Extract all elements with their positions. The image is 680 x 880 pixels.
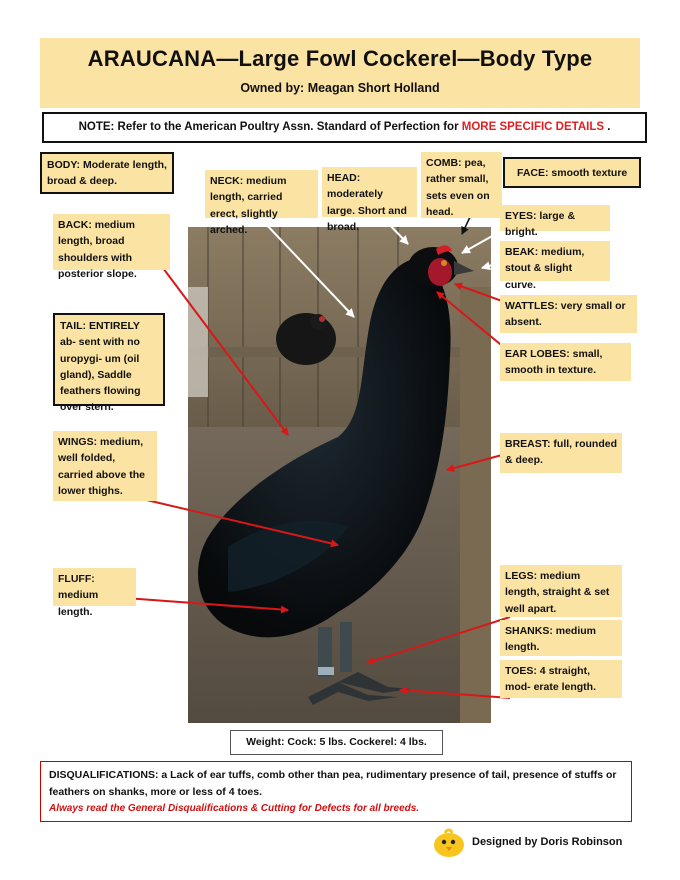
rooster-illustration — [188, 227, 491, 723]
label-head: HEAD: moderately large. Short and broad. — [322, 167, 417, 217]
note-prefix: NOTE: Refer to the American Poultry Assn. Standard of Perfection for — [78, 121, 462, 133]
rooster-photo — [188, 227, 491, 723]
note-suffix: . — [604, 121, 611, 133]
label-wings: WINGS: medium, well folded, carried above the lower thighs. — [53, 431, 157, 501]
label-toes: TOES: 4 straight, mod- erate length. — [500, 660, 622, 698]
label-beak: BEAK: medium, stout & slight curve. — [500, 241, 610, 281]
disqualifications-note: Always read the General Disqualifications & Cutting for Defects for all breeds. — [49, 802, 420, 814]
label-neck: NECK: medium length, carried erect, slightly arched. — [205, 170, 318, 218]
page-title: ARAUCANA—Large Fowl Cockerel—Body Type — [87, 46, 593, 71]
label-fluff: FLUFF: medium length. — [53, 568, 136, 606]
designer-credit: Designed by Doris Robinson — [472, 836, 623, 848]
label-shanks: SHANKS: medium length. — [500, 620, 622, 656]
note-highlight: MORE SPECIFIC DETAILS — [461, 121, 605, 133]
disqualifications-text: DISQUALIFICATIONS: a Lack of ear tuffs, comb other than pea, rudimentary presence of tail, presence of stuffs or feathers on shanks, more or less of 4 toes. — [49, 769, 617, 798]
chick-icon — [432, 828, 466, 858]
title-banner — [40, 38, 640, 108]
label-tail: TAIL: ENTIRELY ab- sent with no uropygi- um (oil gland), Saddle feathers flowing over stern. — [53, 313, 165, 406]
label-wattles: WATTLES: very small or absent. — [500, 295, 637, 333]
label-comb: COMB: pea, rather small, sets even on head. — [421, 152, 502, 218]
note-banner — [42, 112, 647, 143]
label-eyes: EYES: large & bright. — [500, 205, 610, 231]
label-body: BODY: Moderate length, broad & deep. — [40, 152, 174, 194]
weight-box: Weight: Cock: 5 lbs. Cockerel: 4 lbs. — [230, 730, 443, 755]
label-legs: LEGS: medium length, straight & set well apart. — [500, 565, 622, 617]
label-breast: BREAST: full, rounded & deep. — [500, 433, 622, 473]
footer — [432, 828, 642, 858]
label-face: FACE: smooth texture — [503, 157, 641, 188]
label-back: BACK: medium length, broad shoulders with posterior slope. — [53, 214, 170, 270]
label-ear-lobes: EAR LOBES: small, smooth in texture. — [500, 343, 631, 381]
disqualifications-box — [40, 761, 632, 822]
owner-line: Owned by: Meagan Short Holland — [240, 81, 440, 95]
